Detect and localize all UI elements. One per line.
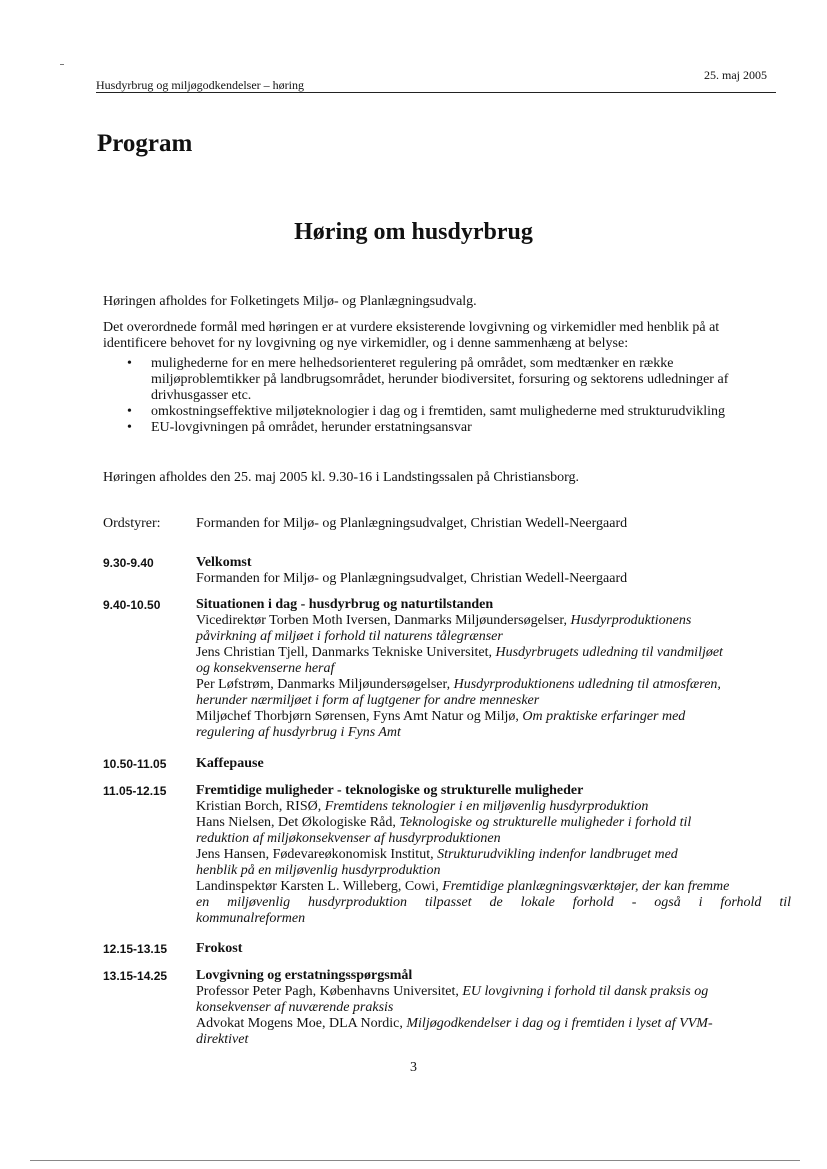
bullet-icon: • (127, 356, 132, 371)
agenda-line (196, 799, 791, 815)
talk-title: henblik på en miljøvenlig husdyrproduktion (196, 863, 441, 878)
bullet-text: mulighederne for en mere helhedsorienteret regulering på området, som medtænker en række miljøproblemtikker på landbrugsområdet, herunder biodiversitet, forsuring og sektorens udledninger af drivhusgasser etc. (151, 356, 729, 403)
agenda-line (196, 645, 791, 661)
header-divider (96, 92, 776, 93)
speaker-text: Hans Nielsen, Det Økologiske Råd, (196, 815, 400, 830)
agenda-line (196, 1000, 791, 1016)
agenda-line (196, 1016, 791, 1032)
speaker-text: Jens Hansen, Fødevareøkonomisk Institut, (196, 847, 438, 862)
agenda-line (196, 613, 791, 629)
intro-paragraph-3: Høringen afholdes den 25. maj 2005 kl. 9.30-16 i Landstingssalen på Christiansborg. (103, 470, 580, 485)
agenda-line (196, 629, 791, 645)
speaker-text: Advokat Mogens Moe, DLA Nordic, (196, 1016, 407, 1031)
agenda-line (196, 911, 791, 927)
speaker-text: Jens Christian Tjell, Danmarks Tekniske Universitet, (196, 645, 496, 660)
agenda-line (196, 831, 791, 847)
agenda-line (196, 725, 791, 741)
agenda-time: 12.15-13.15 (103, 942, 168, 956)
intro-paragraph-2: Det overordnede formål med høringen er at vurdere eksisterende lovgivning og virkemidler med henblik på at identificere behovet for ny lovgivning og nye virkemidler, og i denne sammenhæng at belyse: (103, 320, 720, 351)
agenda-line (196, 895, 791, 911)
agenda-time: 11.05-12.15 (103, 784, 167, 798)
focus-bullet-list (103, 356, 763, 436)
talk-title: Husdyrbrugets udledning til vandmiljøet (495, 645, 723, 660)
bullet-item (103, 420, 763, 436)
speaker-text: Professor Peter Pagh, Københavns Universitet, (196, 984, 463, 999)
agenda-line (196, 677, 791, 693)
talk-title: Miljøgodkendelser i dag og i fremtiden i lyset af VVM- (406, 1016, 713, 1031)
agenda-line (196, 984, 791, 1000)
scan-bottom-edge (30, 1160, 800, 1161)
speaker-text: Vicedirektør Torben Moth Iversen, Danmarks Miljøundersøgelser, (196, 613, 571, 628)
talk-title: EU lovgivning i forhold til dansk praksis og (462, 984, 709, 999)
talk-title: Fremtidens teknologier i en miljøvenlig husdyrproduktion (324, 799, 649, 814)
talk-title: Om praktiske erfaringer med (522, 709, 686, 724)
bullet-icon: • (127, 420, 132, 435)
agenda-heading: Fremtidige muligheder - teknologiske og strukturelle muligheder (196, 783, 584, 798)
agenda-line (196, 879, 791, 895)
talk-title: konsekvenser af nuværende praksis (196, 1000, 394, 1015)
running-header-date: 25. maj 2005 (704, 68, 767, 82)
scan-mark (60, 64, 64, 65)
speaker-text: Per Løfstrøm, Danmarks Miljøundersøgelser, (196, 677, 454, 692)
talk-title: Teknologiske og strukturelle muligheder i forhold til (399, 815, 692, 830)
talk-title: Strukturudvikling indenfor landbruget med (437, 847, 678, 862)
talk-title: kommunalreformen (196, 911, 306, 926)
speaker-text: Formanden for Miljø- og Planlægningsudvalget, Christian Wedell-Neergaard (196, 571, 628, 586)
bullet-icon: • (127, 404, 132, 419)
agenda-heading: Lovgivning og erstatningsspørgsmål (196, 968, 413, 983)
bullet-item (103, 356, 763, 404)
talk-title: Husdyrproduktionens (570, 613, 692, 628)
agenda-line (196, 815, 791, 831)
agenda-content (196, 968, 791, 1048)
agenda-line (196, 863, 791, 879)
speaker-text: Landinspektør Karsten L. Willeberg, Cowi, (196, 879, 443, 894)
page-number: 3 (410, 1060, 417, 1075)
agenda-heading: Kaffepause (196, 756, 264, 771)
bullet-item (103, 404, 763, 420)
talk-title: Fremtidige planlægningsværktøjer, der kan fremme (442, 879, 730, 894)
agenda-content (196, 941, 791, 957)
agenda-time: 9.40-10.50 (103, 598, 161, 612)
agenda-line (196, 661, 791, 677)
agenda-line (196, 693, 791, 709)
agenda-line (196, 709, 791, 725)
chair-text: Formanden for Miljø- og Planlægningsudvalget, Christian Wedell-Neergaard (196, 516, 628, 531)
bullet-text: omkostningseffektive miljøteknologier i dag og i fremtiden, samt mulighederne med strukturudvikling (151, 404, 726, 419)
agenda-content (196, 597, 791, 741)
talk-title: herunder nærmiljøet i form af lugtgener for andre mennesker (196, 693, 540, 708)
agenda-heading: Velkomst (196, 555, 252, 570)
talk-title: påvirkning af miljøet i forhold til naturens tålegrænser (196, 629, 503, 644)
bullet-text: EU-lovgivningen på området, herunder erstatningsansvar (151, 420, 472, 435)
talk-title: reduktion af miljøkonsekvenser af husdyrproduktionen (196, 831, 501, 846)
agenda-time: 13.15-14.25 (103, 969, 168, 983)
talk-title: Husdyrproduktionens udledning til atmosfæren, (453, 677, 721, 692)
agenda-line (196, 1032, 791, 1048)
speaker-text: Miljøchef Thorbjørn Sørensen, Fyns Amt Natur og Miljø, (196, 709, 523, 724)
speaker-text: Kristian Borch, RISØ, (196, 799, 325, 814)
chair-label: Ordstyrer: (103, 516, 161, 531)
intro-paragraph-1: Høringen afholdes for Folketingets Miljø- og Planlægningsudvalg. (103, 294, 477, 309)
agenda-heading: Frokost (196, 941, 243, 956)
agenda-line (196, 571, 791, 587)
talk-title: og konsekvenserne heraf (196, 661, 335, 676)
agenda-content (196, 783, 791, 927)
talk-title: regulering af husdyrbrug i Fyns Amt (196, 725, 401, 740)
agenda-content (196, 756, 791, 772)
agenda-heading: Situationen i dag - husdyrbrug og naturtilstanden (196, 597, 494, 612)
program-title: Program (97, 130, 193, 157)
main-title: Høring om husdyrbrug (294, 219, 533, 245)
agenda-line (196, 847, 791, 863)
agenda-time: 9.30-9.40 (103, 556, 154, 570)
agenda-time: 10.50-11.05 (103, 757, 167, 771)
talk-title: en miljøvenlig husdyrproduktion tilpasset de lokale forhold - også i forhold til (196, 895, 791, 910)
agenda-content (196, 555, 791, 587)
talk-title: direktivet (196, 1032, 249, 1047)
running-header-title: Husdyrbrug og miljøgodkendelser – høring (96, 78, 304, 92)
